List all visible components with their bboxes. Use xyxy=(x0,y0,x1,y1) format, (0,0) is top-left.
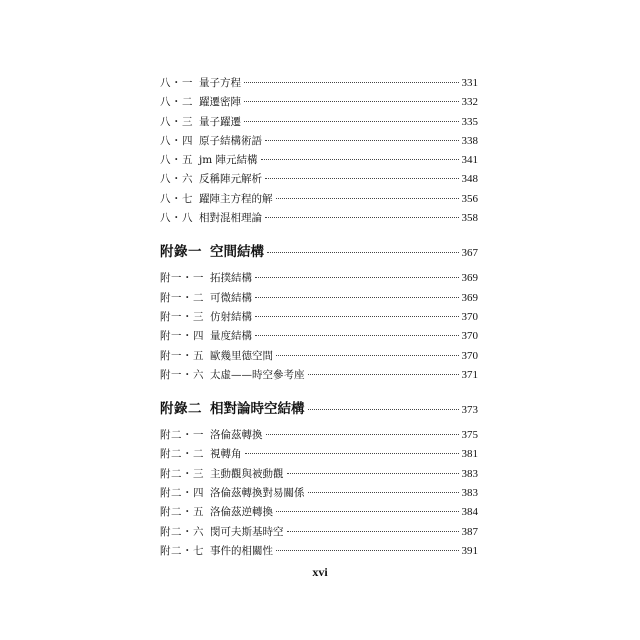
entry-number: 八・八 xyxy=(160,212,193,225)
dot-leader xyxy=(276,198,459,199)
appendix-page: 367 xyxy=(461,247,478,260)
entry-title: 洛倫茲轉換 xyxy=(210,429,263,442)
entry-number: 附一・一 xyxy=(160,272,204,285)
entry-title: 量子躍遷 xyxy=(199,115,241,128)
entry-number: 附二・三 xyxy=(160,467,204,480)
entry-page: 338 xyxy=(461,134,478,147)
toc-entry[interactable] xyxy=(160,308,478,327)
toc-entry[interactable] xyxy=(160,151,478,170)
dot-leader xyxy=(308,409,459,410)
entry-number: 八・六 xyxy=(160,173,193,186)
entry-page: 331 xyxy=(461,77,478,89)
entry-page: 332 xyxy=(461,96,478,109)
table-of-contents xyxy=(160,74,478,561)
entry-page: 375 xyxy=(461,429,478,442)
appendix-page: 373 xyxy=(461,404,478,417)
toc-entry[interactable] xyxy=(160,132,478,151)
toc-entry[interactable] xyxy=(160,113,478,132)
entry-title: 反稱陣元解析 xyxy=(199,173,262,186)
toc-entry[interactable] xyxy=(160,74,478,93)
dot-leader xyxy=(287,473,459,474)
entry-number: 附一・五 xyxy=(160,349,204,362)
appendix-number: 附錄一 xyxy=(160,244,202,261)
dot-leader xyxy=(265,217,459,218)
toc-entry[interactable] xyxy=(160,327,478,346)
page-number: xvi xyxy=(312,565,328,579)
entry-page: 381 xyxy=(461,448,478,461)
dot-leader xyxy=(266,434,459,435)
entry-number: 附一・三 xyxy=(160,310,204,323)
entry-number: 八・四 xyxy=(160,134,193,147)
entry-number: 附一・四 xyxy=(160,330,204,343)
toc-entry[interactable] xyxy=(160,484,478,503)
entry-page: 384 xyxy=(461,506,478,519)
dot-leader xyxy=(265,178,459,179)
toc-entry[interactable] xyxy=(160,170,478,189)
entry-page: 383 xyxy=(461,487,478,500)
dot-leader xyxy=(255,316,459,317)
entry-number: 附二・四 xyxy=(160,487,204,500)
entry-number: 附二・六 xyxy=(160,525,204,538)
toc-entry[interactable] xyxy=(160,445,478,464)
appendix-heading[interactable] xyxy=(160,239,478,265)
toc-entry[interactable] xyxy=(160,503,478,522)
dot-leader xyxy=(245,453,459,454)
dot-leader xyxy=(255,277,459,278)
entry-title: 閔可夫斯基時空 xyxy=(210,525,284,538)
entry-page: 371 xyxy=(461,368,478,381)
entry-page: 341 xyxy=(461,154,478,167)
dot-leader xyxy=(276,511,459,512)
entry-number: 附二・二 xyxy=(160,448,204,461)
entry-title: 洛倫茲轉換對易關係 xyxy=(210,487,305,500)
entry-page: 335 xyxy=(461,115,478,128)
entry-page: 369 xyxy=(461,272,478,285)
entry-title: 仿射結構 xyxy=(210,310,252,323)
dot-leader xyxy=(287,531,459,532)
entry-number: 八・三 xyxy=(160,115,193,128)
entry-page: 391 xyxy=(461,544,478,557)
entry-number: 附一・六 xyxy=(160,368,204,381)
toc-entry[interactable] xyxy=(160,93,478,112)
entry-title: 原子結構術語 xyxy=(199,134,262,147)
toc-entry[interactable] xyxy=(160,523,478,542)
entry-title: 量度結構 xyxy=(210,330,252,343)
entry-title: 躍遷密陣 xyxy=(199,96,241,109)
entry-title: 歐幾里德空間 xyxy=(210,349,273,362)
entry-number: 附一・二 xyxy=(160,291,204,304)
toc-entry[interactable] xyxy=(160,465,478,484)
entry-title: 躍陣主方程的解 xyxy=(199,192,273,205)
dot-leader xyxy=(244,121,459,122)
entry-title: 太虛——時空參考座 xyxy=(210,368,305,381)
toc-entry[interactable] xyxy=(160,209,478,228)
toc-entry[interactable] xyxy=(160,542,478,561)
entry-page: 358 xyxy=(461,212,478,225)
entry-title: 視轉角 xyxy=(210,448,242,461)
entry-number: 八・五 xyxy=(160,154,193,167)
entry-title: 量子方程 xyxy=(199,77,241,89)
entry-title: 事件的相關性 xyxy=(210,544,273,557)
entry-number: 八・二 xyxy=(160,96,193,109)
entry-number: 附二・七 xyxy=(160,544,204,557)
appendix-title: 空間結構 xyxy=(210,244,264,261)
toc-entry[interactable] xyxy=(160,190,478,209)
entry-title: 洛倫茲逆轉換 xyxy=(210,506,273,519)
entry-page: 356 xyxy=(461,192,478,205)
entry-title: 可微結構 xyxy=(210,291,252,304)
dot-leader xyxy=(255,297,459,298)
dot-leader xyxy=(267,252,459,253)
dot-leader xyxy=(276,550,459,551)
dot-leader xyxy=(308,374,459,375)
dot-leader xyxy=(261,159,459,160)
entry-page: 387 xyxy=(461,525,478,538)
entry-page: 348 xyxy=(461,173,478,186)
entry-title: 拓撲結構 xyxy=(210,272,252,285)
entry-page: 370 xyxy=(461,349,478,362)
entry-page: 370 xyxy=(461,310,478,323)
dot-leader xyxy=(265,140,459,141)
appendix-heading[interactable] xyxy=(160,396,478,422)
toc-entry[interactable] xyxy=(160,366,478,385)
entry-page: 369 xyxy=(461,291,478,304)
dot-leader xyxy=(255,335,459,336)
dot-leader xyxy=(308,492,459,493)
entry-title: 相對混相理論 xyxy=(199,212,262,225)
dot-leader xyxy=(244,101,459,102)
toc-entry[interactable] xyxy=(160,269,478,288)
entry-page: 370 xyxy=(461,330,478,343)
toc-entry[interactable] xyxy=(160,426,478,445)
appendix-number: 附錄二 xyxy=(160,401,202,418)
entry-number: 附二・一 xyxy=(160,429,204,442)
entry-number: 附二・五 xyxy=(160,506,204,519)
entry-number: 八・七 xyxy=(160,192,193,205)
entry-title: 主動觀與被動觀 xyxy=(210,467,284,480)
dot-leader xyxy=(244,82,459,83)
entry-title: jm 陣元結構 xyxy=(199,154,258,167)
entry-page: 383 xyxy=(461,467,478,480)
entry-number: 八・一 xyxy=(160,77,193,89)
toc-entry[interactable] xyxy=(160,289,478,308)
dot-leader xyxy=(276,355,459,356)
appendix-title: 相對論時空結構 xyxy=(210,401,305,418)
toc-entry[interactable] xyxy=(160,347,478,366)
